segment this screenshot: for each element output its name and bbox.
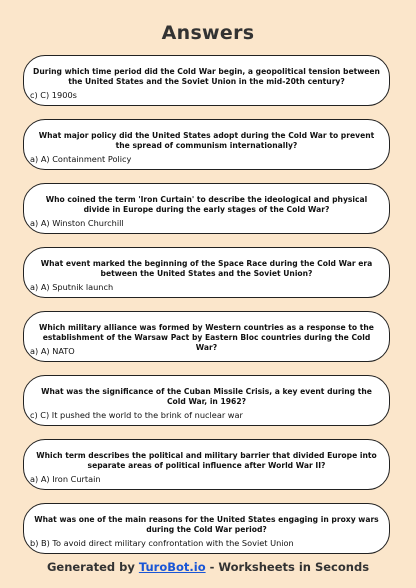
- answer-text: a) A) Winston Churchill: [30, 218, 124, 228]
- answer-card: [23, 439, 390, 490]
- answer-text: a) A) Iron Curtain: [30, 474, 101, 484]
- question-text: Which term describes the political and military barrier that divided Europe into separate areas of political influence after World War II?: [36, 451, 377, 470]
- answer-text: b) B) To avoid direct military confrontation with the Soviet Union: [30, 538, 294, 548]
- question-text: During which time period did the Cold War begin, a geopolitical tension between the United States and the Soviet Union in the mid-20th century?: [33, 67, 380, 86]
- answer-text: c) C) 1900s: [30, 90, 77, 100]
- answer-card: [23, 311, 390, 362]
- question-text: What major policy did the United States adopt during the Cold War to prevent the spread of communism internationally?: [38, 131, 375, 150]
- question-text: Who coined the term 'Iron Curtain' to describe the ideological and physical divide in Europe during the early stages of the Cold War?: [45, 195, 368, 214]
- answer-card: [23, 55, 390, 106]
- answer-text: a) A) Containment Policy: [30, 154, 132, 164]
- answer-text: a) A) Sputnik launch: [30, 282, 114, 292]
- answer-card: [23, 119, 390, 170]
- page-title: Answers: [161, 22, 255, 44]
- question-text: Which military alliance was formed by Western countries as a response to the establishment of the Warsaw Pact by Eastern Bloc countries during the Cold War?: [39, 323, 374, 352]
- answer-card: [23, 247, 390, 298]
- answer-text: a) A) NATO: [30, 346, 75, 356]
- turobot-link[interactable]: TuroBot.io: [138, 560, 206, 574]
- answer-text: c) C) It pushed the world to the brink of nuclear war: [30, 410, 243, 420]
- answer-card: [23, 503, 390, 554]
- footer-suffix: - Worksheets in Seconds: [205, 560, 370, 574]
- question-text: What was one of the main reasons for the United States engaging in proxy wars during the Cold War period?: [34, 515, 379, 534]
- answer-card: [23, 183, 390, 234]
- answer-card: [23, 375, 390, 426]
- question-text: What event marked the beginning of the Space Race during the Cold War era between the United States and the Soviet Union?: [40, 259, 373, 278]
- footer-prefix: Generated by: [46, 560, 139, 574]
- question-text: What was the significance of the Cuban Missile Crisis, a key event during the Cold War, in 1962?: [41, 387, 372, 406]
- footer: [0, 560, 416, 574]
